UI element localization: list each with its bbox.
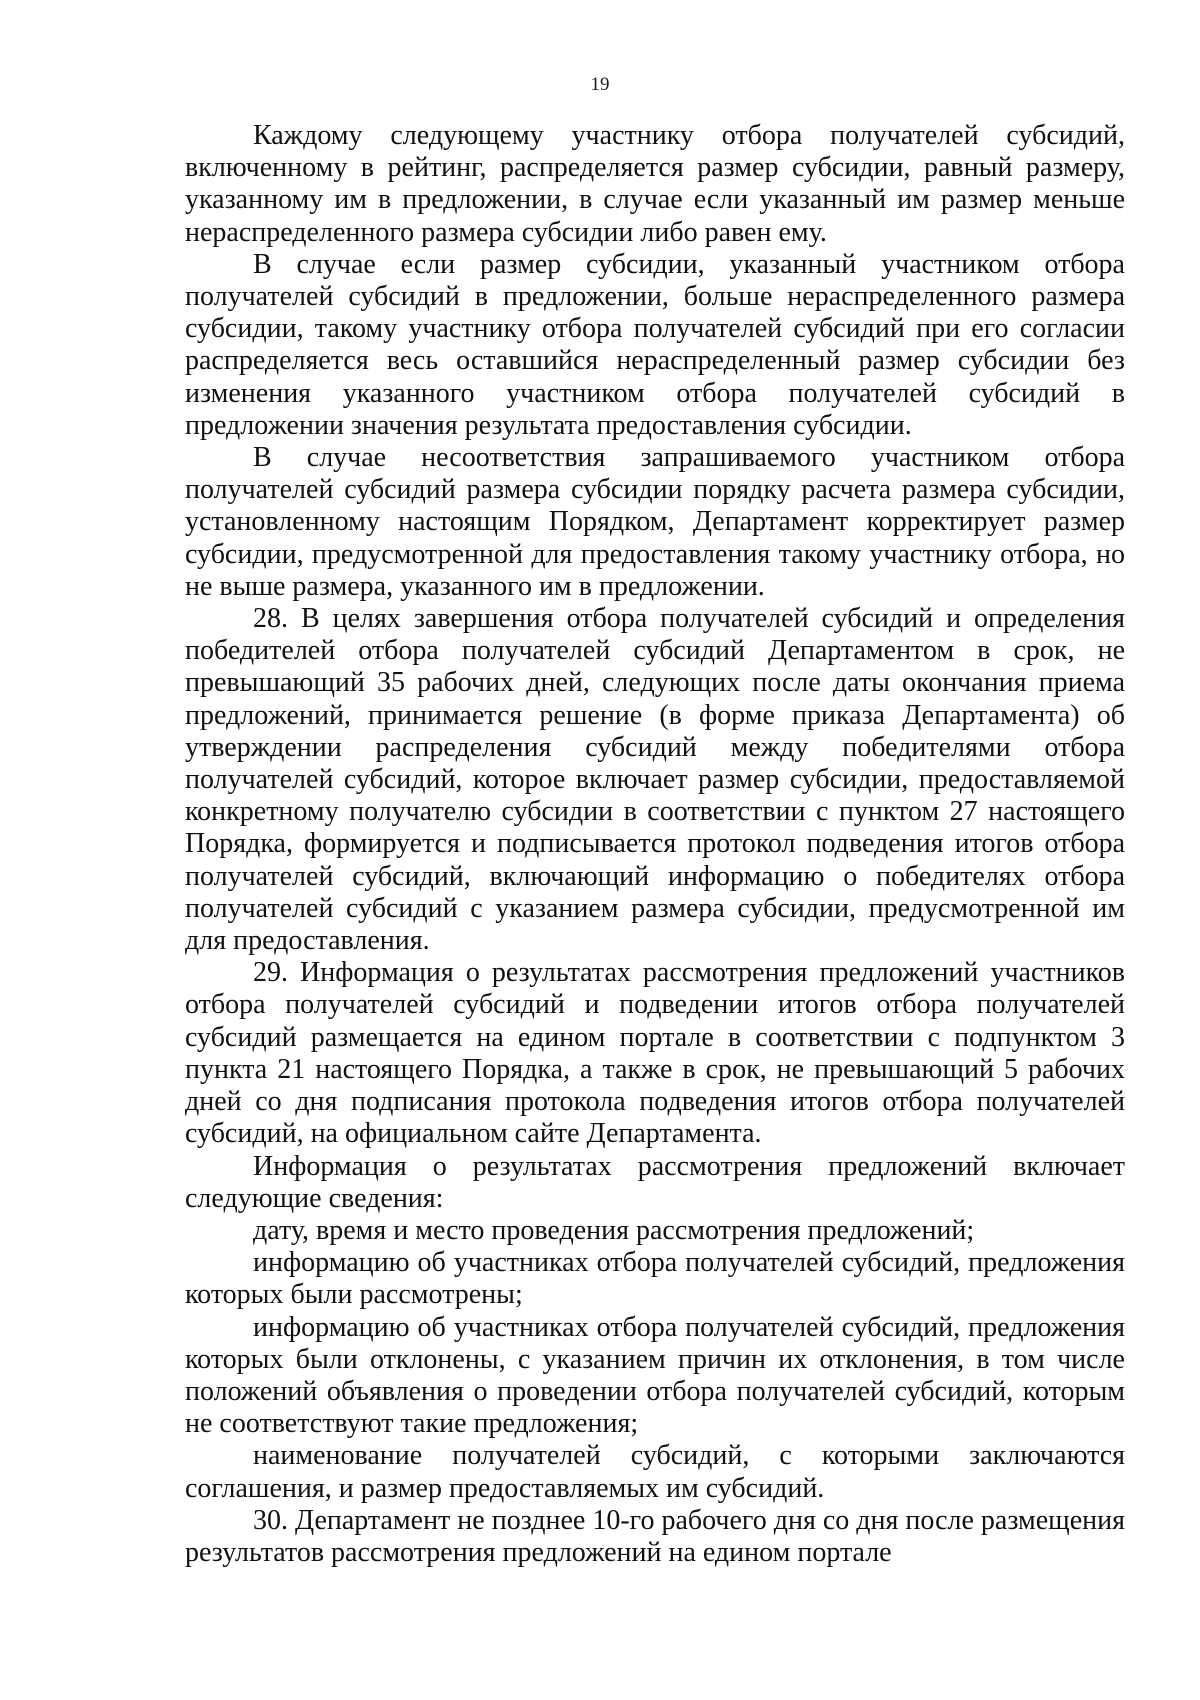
paragraph-item-reviewed: информацию об участниках отбора получателей субсидий, предложения которых были рассмотрены;: [185, 1247, 1125, 1311]
paragraph-size-exceeds: В случае если размер субсидии, указанный участником отбора получателей субсидий в предложении, больше нераспределенного размера субсидии, такому участнику отбора получателей субсидий при его согласии распределяется весь оставшийся нераспределенный размер субсидии без изменения указанного участником отбора получателей субсидий в предложении значения результата предоставления субсидии.: [185, 248, 1125, 441]
paragraph-item-date: дату, время и место проведения рассмотрения предложений;: [253, 1214, 975, 1246]
paragraph-clause-29: 29. Информация о результатах рассмотрения предложений участников отбора получателей субсидий и подведении итогов отбора получателей субсидий размещается на едином портале в соответствии с подпунктом 3 пункта 21 настоящего Порядка, а также в срок, не превышающий 5 рабочих дней со дня подписания протокола подведения итогов отбора получателей субсидий, на официальном сайте Департамента.: [185, 957, 1125, 1150]
paragraph-info-contents: Информация о результатах рассмотрения предложений включает следующие сведения:: [185, 1150, 1125, 1214]
paragraph-clause-28: 28. В целях завершения отбора получателей субсидий и определения победителей отбора получателей субсидий Департаментом в срок, не превышающий 35 рабочих дней, следующих после даты окончания приема предложений, принимается решение (в форме приказа Департамента) об утверждении распределения субсидий между победителями отбора получателей субсидий, которое включает размер субсидии, предоставляемой конкретному получателю субсидии в соответствии с пунктом 27 настоящего Порядка, формируется и подписывается протокол подведения итогов отбора получателей субсидий, включающий информацию о победителях отбора получателей субсидий с указанием размера субсидии, предусмотренной им для предоставления.: [185, 603, 1125, 957]
page-number: 19: [590, 74, 610, 95]
paragraph-item-rejected: информацию об участниках отбора получателей субсидий, предложения которых были отклонены, с указанием причин их отклонения, в том числе положений объявления о проведении отбора получателей субсидий, которым не соответствуют такие предложения;: [185, 1311, 1125, 1440]
paragraph-item-recipients: наименование получателей субсидий, с которыми заключаются соглашения, и размер предоставляемых им субсидий.: [185, 1440, 1125, 1504]
document-body: [185, 120, 1125, 1569]
paragraph-size-mismatch: В случае несоответствия запрашиваемого участником отбора получателей субсидий размера субсидии порядку расчета размера субсидии, установленному настоящим Порядком, Департамент корректирует размер субсидии, предусмотренной для предоставления такому участнику отбора, но не выше размера, указанного им в предложении.: [185, 442, 1125, 602]
paragraph-clause-30: 30. Департамент не позднее 10-го рабочего дня со дня после размещения результатов рассмотрения предложений на едином портале: [185, 1504, 1125, 1568]
paragraph-rating-distribution: Каждому следующему участнику отбора получателей субсидий, включенному в рейтинг, распределяется размер субсидии, равный размеру, указанному им в предложении, в случае если указанный им размер меньше нераспределенного размера субсидии либо равен ему.: [185, 120, 1125, 248]
